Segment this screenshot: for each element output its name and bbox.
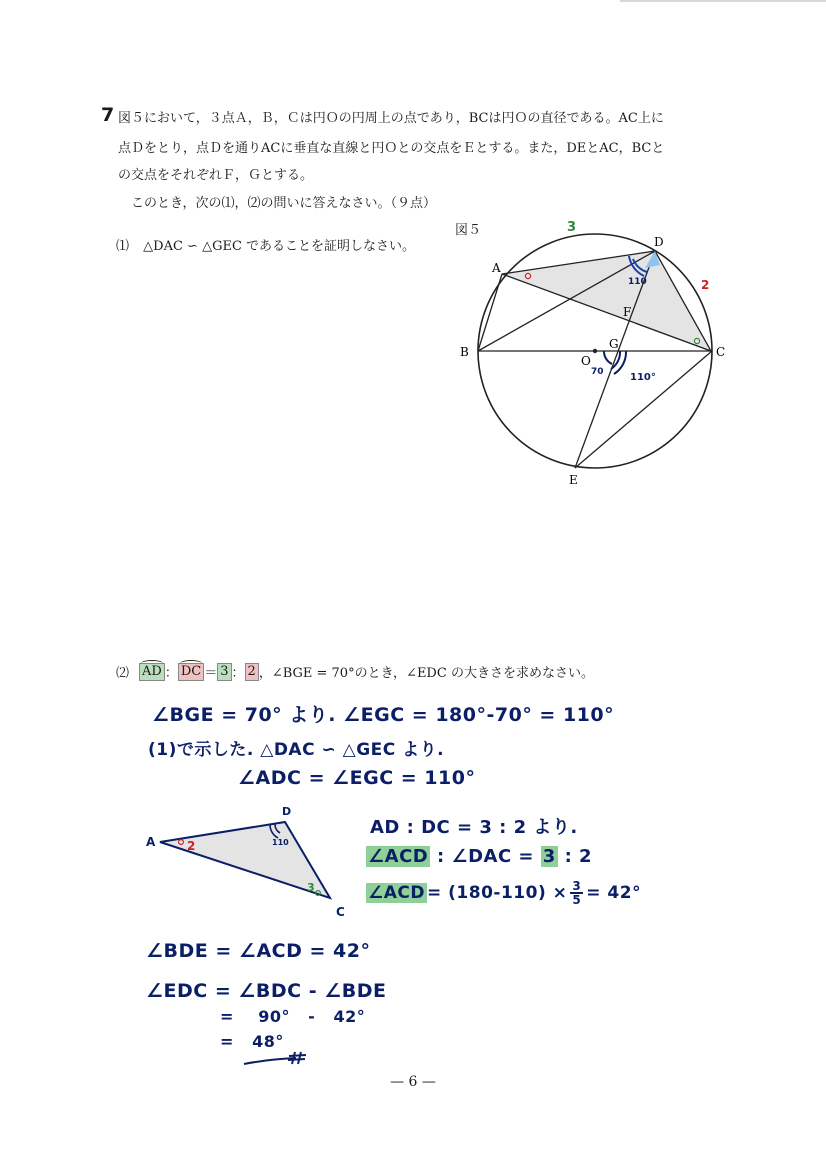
sub2-equals: ＝ (204, 666, 218, 681)
question-number: 7 (101, 104, 115, 126)
hw-ratio-2-mid: : ∠DAC = (430, 846, 541, 867)
hw-calc-fraction (570, 880, 583, 906)
angle-og-annotation: 70 (591, 367, 604, 377)
hw-line-answer: = 48° (220, 1032, 284, 1051)
hw-triangle-shape (160, 822, 330, 898)
center-dot (593, 349, 597, 353)
hw-line-2: (1)で示した. △DAC ∽ △GEC より. (148, 740, 445, 760)
point-a-label: A (492, 261, 501, 275)
hw-calc (366, 880, 641, 906)
hw-calc-end: = 42° (586, 883, 642, 903)
hw-point-a: A (146, 835, 156, 849)
sub1-label: ⑴ (116, 239, 130, 254)
hw-line-bde: ∠BDE = ∠ACD = 42° (146, 940, 371, 962)
sub1-text: △DAC ∽ △GEC であることを証明しなさい。 (143, 239, 416, 254)
figure-5-diagram (440, 210, 740, 500)
point-b-label: B (460, 345, 469, 359)
point-g-label: G (609, 337, 619, 351)
hw-angle-d-label: 110 (272, 838, 289, 847)
arc-ad-annotation: 3 (567, 220, 577, 235)
angle-gc-annotation: 110° (630, 372, 656, 383)
hw-calc-mid: = (180-110) × (426, 883, 568, 903)
hw-calc-hl: ∠ACD (368, 883, 425, 903)
hw-calc-num: 3 (572, 879, 582, 893)
point-d-label: D (654, 235, 664, 249)
sub-question-2 (116, 662, 594, 681)
hw-point-d: D (282, 805, 292, 818)
triangle-adc (502, 251, 711, 351)
sub-question-1 (116, 235, 415, 254)
hw-angle-c-label: 3 (307, 881, 315, 894)
hw-calc-den: 5 (572, 893, 582, 907)
sub2-arc-dc: DC (178, 663, 204, 681)
sub2-colon-2: ： (231, 666, 245, 681)
hw-point-c: C (336, 905, 345, 919)
sub2-value-1: 3 (217, 663, 231, 681)
hw-ratio-2-end: : 2 (557, 846, 593, 867)
top-rule (620, 0, 826, 2)
sub2-colon: ： (164, 666, 178, 681)
page-number: — 6 — (390, 1074, 436, 1090)
sub2-arc-ad: AD (139, 663, 165, 681)
hw-ratio-2 (366, 846, 592, 867)
question-line-2: 点Ｄをとり，点Ｄを通りACに垂直な直線と円Ｏとの交点をＥとする。また，DEとAC，BCと (118, 141, 665, 156)
hw-ratio-2-hl: ∠ACD (368, 846, 429, 867)
point-c-label: C (716, 345, 726, 359)
figure-label: 図５ (455, 223, 482, 238)
hw-line-values: = 90° - 42° (220, 1007, 366, 1026)
point-f-label: F (623, 305, 632, 319)
sub2-value-2: 2 (245, 663, 259, 681)
question-line-1: 図５において，３点Ａ，Ｂ，Ｃは円Ｏの円周上の点であり，BCは円Ｏの直径である。AC上に (118, 111, 664, 126)
angle-g-arc-1 (604, 351, 612, 364)
point-o-label: O (581, 354, 591, 368)
hw-ratio-1: AD : DC = 3 : 2 より. (370, 817, 578, 838)
question-line-3: の交点をそれぞれＦ，Ｇとする。 (118, 168, 314, 183)
hw-line-1: ∠BGE = 70° より. ∠EGC = 180°-70° = 110° (152, 704, 615, 726)
question-line-4: このとき，次の⑴，⑵の問いに答えなさい。（９点） (131, 196, 436, 211)
sub2-rest: ，∠BGE = 70°のとき，∠EDC の大きさを求めなさい。 (258, 666, 594, 681)
hw-triangle (140, 800, 360, 925)
point-e-label: E (569, 473, 578, 487)
arc-dc-annotation: 2 (701, 278, 710, 292)
angle-d-annotation: 110 (628, 277, 647, 287)
sub2-label: ⑵ (116, 666, 130, 681)
hw-ratio-2-hl2: 3 (542, 846, 556, 867)
hw-angle-a-label: 2 (187, 839, 196, 853)
hw-line-3: ∠ADC = ∠EGC = 110° (238, 767, 476, 789)
hw-line-edc: ∠EDC = ∠BDC - ∠BDE (146, 980, 387, 1002)
hw-answer-underline (240, 1050, 310, 1070)
